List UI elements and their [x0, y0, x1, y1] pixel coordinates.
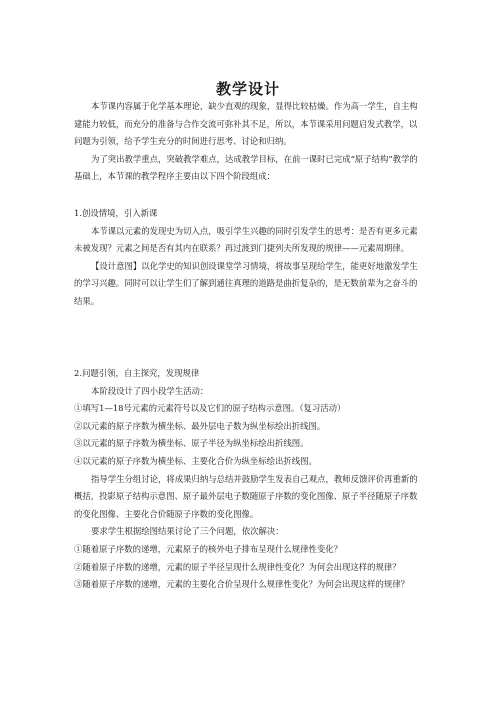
- intro-section: [74, 98, 424, 186]
- section-2-heading: 2.问题引领，自主探究，发现规律: [74, 368, 200, 378]
- question-item: ③随着原子序数的递增，元素的主要化合价呈现什么规律性变化？为何会出现这样的规律？: [74, 579, 409, 590]
- section-2-lead: 本阶段设计了四小段学生活动：: [91, 385, 209, 396]
- section-1-heading: 1.创设情境，引入新课: [74, 208, 158, 218]
- activity-item: ③以元素的原子序数为横坐标、原子半径为纵坐标绘出折线图。: [74, 438, 309, 449]
- question-item: ①随着原子序数的递增，元素原子的核外电子排布呈现什么规律性变化？: [74, 543, 342, 554]
- intro-paragraph-2: 为了突出教学重点，突破教学难点，达成教学目标，在前一课时已完成“原子结构”教学的基础上，本节课的教学程序主要由以下四个阶段组成：: [74, 153, 418, 182]
- section-2-questions-lead: 要求学生根据绘图结果讨论了三个问题，依次解决：: [91, 526, 284, 537]
- section-2: [74, 365, 424, 594]
- page-title: 教学设计: [215, 80, 280, 98]
- section-1: [74, 205, 424, 311]
- intro-paragraph-1: 本节课内容属于化学基本理论，缺少直观的现象，显得比较枯燥。作为高一学生，自主构建能力较低，而充分的准备与合作交流可弥补其不足，所以，本节课采用问题启发式教学，以问题为引领，给予学生充分的时间进行思考、讨论和归纳。: [74, 101, 418, 147]
- section-1-design-intent: 【设计意图】以化学史的知识创设课堂学习情境，将故事呈现给学生，能更好地激发学生的学习兴趣。同时可以让学生们了解到通往真理的道路是曲折复杂的，是无数前辈为之奋斗的结果。: [74, 260, 418, 306]
- section-1-paragraph-1: 本节课以元素的发现史为切入点，吸引学生兴趣的同时引发学生的思考：是否有更多元素未被发现？元素之间是否有其内在联系？再过渡到门捷列夫所发现的规律——元素周期律。: [74, 225, 418, 254]
- section-2-guidance: 指导学生分组讨论，将成果归纳与总结并鼓励学生发表自己观点，教师反馈评价再重新的概括，投影原子结构示意图、原子最外层电子数随原子序数的变化图像、原子半径随原子序数的变化图像、主要化合价随原子序数的变化图像。: [74, 473, 418, 519]
- question-item: ②随着原子序数的递增，元素的原子半径呈现什么规律性变化？为何会出现这样的规律？: [74, 561, 401, 572]
- activity-item: ④以元素的原子序数为横坐标、主要化合价为纵坐标绘出折线图。: [74, 455, 317, 466]
- activity-item: ②以元素的原子序数为横坐标、最外层电子数为纵坐标绘出折线图。: [74, 420, 326, 431]
- activity-item: ①填写1—18号元素的元素符号以及它们的原子结构示意图。（复习活动）: [74, 403, 346, 414]
